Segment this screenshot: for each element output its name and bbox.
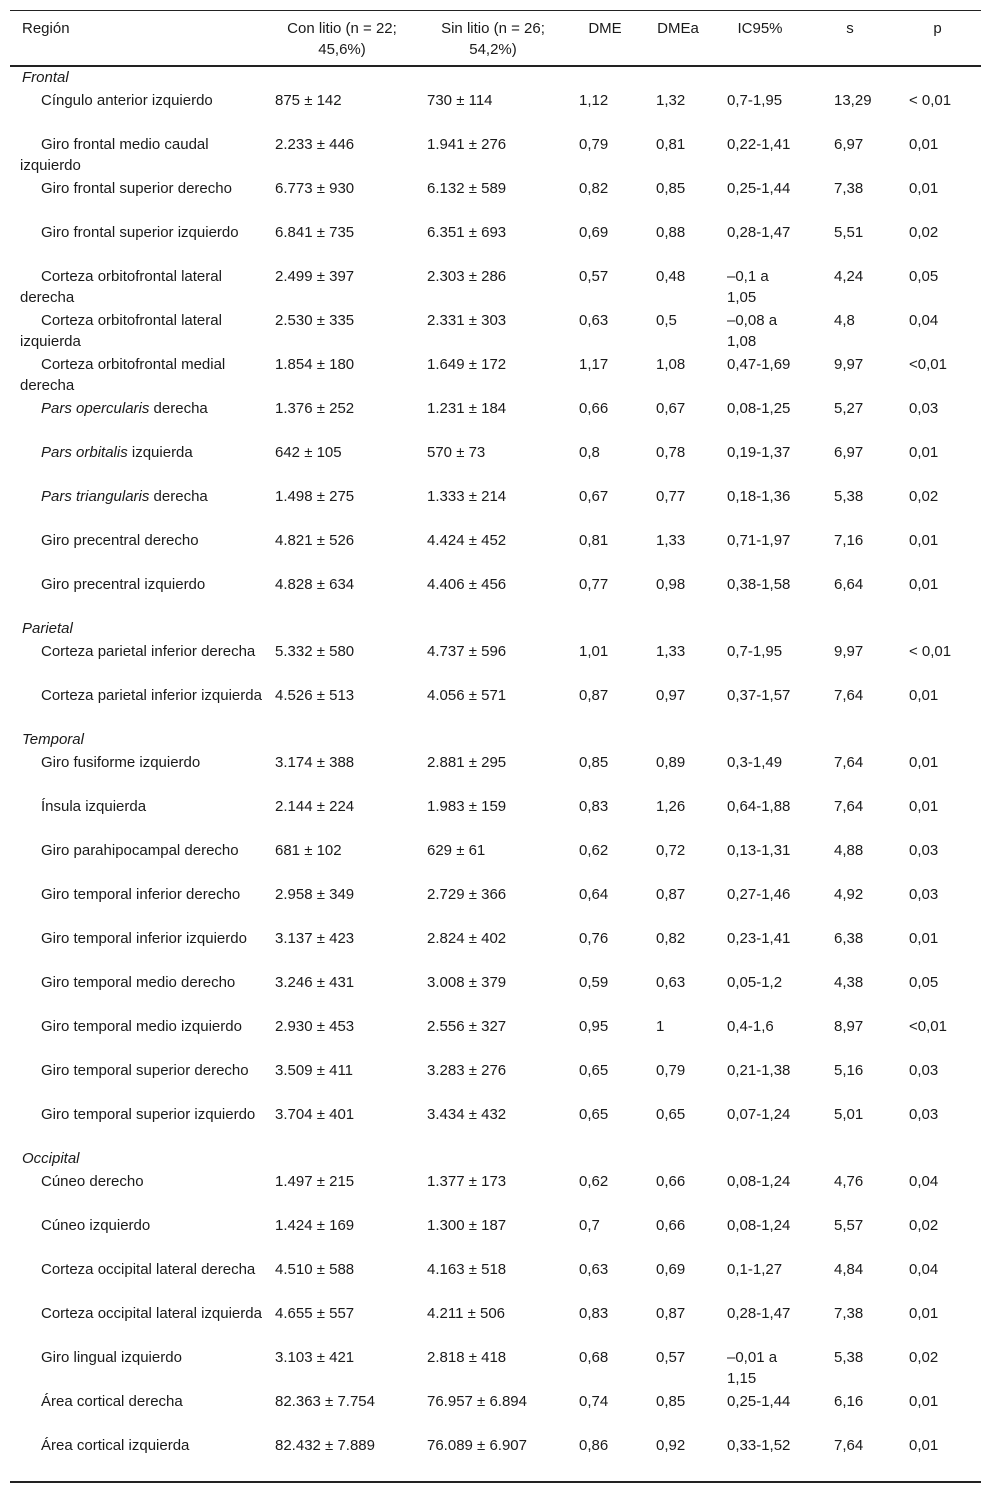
dme-cell: 0,86 (568, 1435, 642, 1482)
header-row (10, 11, 981, 66)
p-cell: 0,03 (909, 399, 939, 417)
s-cell: 7,16 (834, 531, 864, 549)
dme-cell: 0,59 (579, 973, 609, 991)
p-cell: <0,01 (909, 1017, 947, 1035)
table-row (10, 1435, 981, 1482)
ic95-cell: 0,08-1,24 (727, 1172, 791, 1190)
sin-litio-cell: 2.881 ± 295 (427, 753, 507, 771)
dme-cell: 0,79 (579, 135, 609, 153)
dmea-cell: 0,66 (656, 1216, 686, 1234)
dmea-cell: 1,32 (656, 91, 686, 109)
p-cell: 0,01 (909, 575, 939, 593)
ic95-cell: 0,7-1,95 (727, 642, 783, 660)
table-row (10, 134, 981, 178)
con-litio-cell: 2.958 ± 349 (275, 885, 355, 903)
ic95-cell: 0,64-1,88 (727, 797, 791, 815)
sin-litio-cell: 2.729 ± 366 (427, 885, 507, 903)
ic95-cell: 0,27-1,46 (727, 885, 791, 903)
table-body (10, 66, 981, 1482)
sin-litio-cell: 1.649 ± 172 (427, 355, 507, 373)
s-cell: 4,76 (834, 1172, 864, 1190)
dme-cell: 0,69 (579, 223, 609, 241)
table-row (10, 530, 981, 574)
header-region: Región (10, 11, 266, 66)
region-cell: Giro temporal superior izquierdo (41, 1105, 256, 1123)
header-dmea: DMEa (642, 11, 714, 66)
p-cell: 0,05 (909, 973, 939, 991)
p-cell: < 0,01 (909, 642, 952, 660)
sin-litio-cell: 2.818 ± 418 (427, 1348, 507, 1366)
s-cell: 9,97 (834, 355, 864, 373)
sin-litio-cell: 6.351 ± 693 (427, 223, 507, 241)
s-cell: 5,38 (834, 487, 864, 505)
table-row (10, 222, 981, 266)
ic95-cell: 0,7-1,95 (727, 91, 783, 109)
s-cell: 5,27 (834, 399, 864, 417)
con-litio-cell: 4.655 ± 557 (275, 1304, 355, 1322)
table-row (10, 178, 981, 222)
region-side: derecha (149, 487, 208, 505)
dmea-cell: 0,63 (656, 973, 686, 991)
con-litio-cell: 1.854 ± 180 (275, 355, 355, 373)
dme-cell: 0,63 (579, 311, 609, 329)
region-cell: Área cortical izquierda (10, 1435, 266, 1482)
ic95-cell: 0,38-1,58 (727, 575, 791, 593)
region-cell: Giro temporal superior derecho (41, 1061, 249, 1079)
dme-cell: 0,57 (579, 267, 609, 285)
sin-litio-cell: 1.377 ± 173 (427, 1172, 507, 1190)
region-cell: Corteza occipital lateral derecha (41, 1260, 256, 1278)
s-cell: 4,88 (834, 841, 864, 859)
dmea-cell: 1,26 (656, 797, 686, 815)
dme-cell: 0,83 (579, 797, 609, 815)
con-litio-cell: 2.530 ± 335 (275, 311, 355, 329)
s-cell: 5,57 (834, 1216, 864, 1234)
con-litio-cell: 2.233 ± 446 (275, 135, 355, 153)
dme-cell: 0,76 (579, 929, 609, 947)
ic95-cell: 0,19-1,37 (727, 443, 791, 461)
table-row (10, 972, 981, 1016)
table-row (10, 1391, 981, 1435)
dmea-cell: 0,67 (656, 399, 686, 417)
ic95-cell: 0,3-1,49 (727, 753, 783, 771)
dme-cell: 1,01 (579, 642, 609, 660)
sin-litio-cell: 4.211 ± 506 (427, 1304, 506, 1322)
s-cell: 13,29 (834, 91, 872, 109)
region-cell: Corteza orbitofrontal lateral izquierda (20, 311, 222, 350)
sin-litio-cell: 1.300 ± 187 (427, 1216, 507, 1234)
p-cell: 0,01 (909, 135, 939, 153)
dmea-cell: 0,82 (656, 929, 686, 947)
con-litio-cell: 642 ± 105 (275, 443, 342, 461)
table-row (10, 442, 981, 486)
p-cell: 0,02 (909, 1216, 939, 1234)
region-cell: Giro temporal medio derecho (41, 973, 236, 991)
dmea-cell: 1,08 (656, 355, 686, 373)
table-row (10, 796, 981, 840)
ic95-cell: 0,18-1,36 (727, 487, 791, 505)
sin-litio-cell: 1.983 ± 159 (427, 797, 507, 815)
s-cell: 7,38 (834, 179, 864, 197)
dmea-cell: 0,97 (656, 686, 686, 704)
sin-litio-cell: 3.434 ± 432 (427, 1105, 507, 1123)
results-table (10, 10, 981, 1483)
ic95-cell: 0,08-1,25 (727, 399, 791, 417)
con-litio-cell: 6.773 ± 930 (275, 179, 355, 197)
ic95-cell: 0,28-1,47 (727, 1304, 791, 1322)
sin-litio-cell: 2.824 ± 402 (427, 929, 507, 947)
dmea-cell: 1,33 (656, 531, 686, 549)
con-litio-cell: 3.704 ± 401 (275, 1105, 355, 1123)
con-litio-cell: 1.497 ± 215 (275, 1172, 355, 1190)
dmea-cell: 0,98 (656, 575, 686, 593)
table-row (10, 1104, 981, 1148)
sin-litio-cell: 1.941 ± 276 (427, 135, 507, 153)
dme-cell: 0,77 (579, 575, 609, 593)
region-latin-name: Pars orbitalis (41, 443, 128, 461)
region-latin-name: Pars triangularis (41, 487, 150, 505)
dme-cell: 0,63 (579, 1260, 609, 1278)
table-row (10, 1171, 981, 1215)
p-cell: 0,02 (909, 223, 939, 241)
con-litio-cell: 3.103 ± 421 (275, 1348, 355, 1366)
region-cell: Corteza orbitofrontal medial derecha (20, 355, 226, 394)
section-row (10, 66, 981, 90)
region-cell: Corteza occipital lateral izquierda (41, 1304, 262, 1322)
con-litio-cell: 2.144 ± 224 (275, 797, 355, 815)
dmea-cell: 0,57 (656, 1348, 686, 1366)
sin-litio-cell: 1.333 ± 214 (427, 487, 507, 505)
section-title: Parietal (22, 619, 73, 637)
ic95-cell: 0,05-1,2 (727, 973, 783, 991)
region-cell: Ínsula izquierda (41, 797, 147, 815)
p-cell: 0,01 (894, 1435, 981, 1482)
table-row (10, 266, 981, 310)
dmea-cell: 0,77 (656, 487, 686, 505)
s-cell: 9,97 (834, 642, 864, 660)
p-cell: 0,04 (909, 1172, 939, 1190)
table-row (10, 354, 981, 398)
ic95-cell: 0,4-1,6 (727, 1017, 774, 1035)
dmea-cell: 0,78 (656, 443, 686, 461)
region-cell: Cúneo derecho (41, 1172, 144, 1190)
table-row (10, 1259, 981, 1303)
con-litio-cell: 1.376 ± 252 (275, 399, 355, 417)
s-cell: 6,64 (834, 575, 864, 593)
dmea-cell: 0,85 (656, 1392, 686, 1410)
dmea-cell: 0,5 (656, 311, 677, 329)
s-cell: 5,38 (834, 1348, 864, 1366)
s-cell: 4,92 (834, 885, 864, 903)
dmea-cell: 0,69 (656, 1260, 686, 1278)
p-cell: 0,01 (909, 1304, 939, 1322)
sin-litio-cell: 1.231 ± 184 (427, 399, 507, 417)
ic95-cell: 0,13-1,31 (727, 841, 791, 859)
region-side: derecha (149, 399, 208, 417)
con-litio-cell: 3.137 ± 423 (275, 929, 355, 947)
dmea-cell: 0,87 (656, 1304, 686, 1322)
dmea-cell: 0,89 (656, 753, 686, 771)
region-cell: Giro frontal superior derecho (41, 179, 232, 197)
dme-cell: 0,81 (579, 531, 609, 549)
p-cell: 0,01 (909, 1392, 939, 1410)
ic95-cell: 0,71-1,97 (727, 531, 791, 549)
con-litio-cell: 3.509 ± 411 (275, 1061, 354, 1079)
header-sin-litio: Sin litio (n = 26; 54,2%) (418, 11, 568, 66)
region-cell: Giro temporal inferior derecho (41, 885, 241, 903)
p-cell: 0,03 (909, 885, 939, 903)
p-cell: 0,01 (909, 797, 939, 815)
dme-cell: 0,95 (579, 1017, 609, 1035)
table-row (10, 1060, 981, 1104)
s-cell: 4,24 (834, 267, 864, 285)
dme-cell: 0,62 (579, 1172, 609, 1190)
section-title: Temporal (22, 730, 84, 748)
region-cell: Giro precentral derecho (41, 531, 199, 549)
table-row (10, 310, 981, 354)
con-litio-cell: 1.498 ± 275 (275, 487, 355, 505)
region-cell: Giro fusiforme izquierdo (41, 753, 201, 771)
sin-litio-cell: 570 ± 73 (427, 443, 486, 461)
sin-litio-cell: 76.089 ± 6.907 (418, 1435, 568, 1482)
sin-litio-cell: 4.737 ± 596 (427, 642, 507, 660)
con-litio-cell: 6.841 ± 735 (275, 223, 355, 241)
p-cell: 0,03 (909, 1061, 939, 1079)
sin-litio-cell: 2.303 ± 286 (427, 267, 507, 285)
section-title: Occipital (22, 1149, 80, 1167)
header-p: p (894, 11, 981, 66)
ic95-cell: 0,47-1,69 (727, 355, 791, 373)
dmea-cell: 0,88 (656, 223, 686, 241)
ic95-cell: 0,37-1,57 (727, 686, 791, 704)
header-ic95: IC95% (714, 11, 806, 66)
con-litio-cell: 3.174 ± 388 (275, 753, 355, 771)
dme-cell: 0,64 (579, 885, 609, 903)
region-cell (10, 442, 266, 486)
con-litio-cell: 4.821 ± 526 (275, 531, 355, 549)
table-row (10, 1303, 981, 1347)
ic95-cell: 0,25-1,44 (727, 1392, 791, 1410)
table-row (10, 1215, 981, 1259)
dme-cell: 0,62 (579, 841, 609, 859)
con-litio-cell: 4.526 ± 513 (275, 686, 355, 704)
table-row (10, 486, 981, 530)
dme-cell: 0,68 (579, 1348, 609, 1366)
dme-cell: 0,7 (579, 1216, 600, 1234)
con-litio-cell: 4.510 ± 588 (275, 1260, 355, 1278)
con-litio-cell: 1.424 ± 169 (275, 1216, 355, 1234)
con-litio-cell: 2.499 ± 397 (275, 267, 355, 285)
header-dme: DME (568, 11, 642, 66)
sin-litio-cell: 4.424 ± 452 (427, 531, 507, 549)
sin-litio-cell: 730 ± 114 (427, 91, 493, 109)
region-cell: Corteza parietal inferior derecha (41, 642, 256, 660)
con-litio-cell: 2.930 ± 453 (275, 1017, 355, 1035)
table-row (10, 641, 981, 685)
table-row (10, 685, 981, 729)
dme-cell: 0,8 (579, 443, 600, 461)
s-cell: 7,64 (834, 686, 864, 704)
section-row (10, 618, 981, 641)
region-cell: Área cortical derecha (41, 1392, 183, 1410)
sin-litio-cell: 2.331 ± 303 (427, 311, 507, 329)
table-row (10, 840, 981, 884)
p-cell: 0,01 (909, 531, 939, 549)
s-cell: 5,16 (834, 1061, 864, 1079)
region-cell: Giro temporal inferior izquierdo (41, 929, 247, 947)
sin-litio-cell: 2.556 ± 327 (427, 1017, 507, 1035)
dme-cell: 0,65 (579, 1061, 609, 1079)
con-litio-cell: 5.332 ± 580 (275, 642, 355, 660)
p-cell: 0,01 (909, 179, 939, 197)
region-cell: Corteza parietal inferior izquierda (41, 686, 262, 704)
s-cell: 6,97 (834, 135, 864, 153)
s-cell: 5,51 (834, 223, 864, 241)
region-cell: Giro frontal superior izquierdo (41, 223, 239, 241)
ic95-cell: 0,33-1,52 (714, 1435, 806, 1482)
region-cell: Giro lingual izquierdo (41, 1348, 182, 1366)
s-cell: 6,38 (834, 929, 864, 947)
p-cell: 0,02 (909, 487, 939, 505)
p-cell: 0,04 (909, 311, 939, 329)
con-litio-cell: 3.246 ± 431 (275, 973, 355, 991)
sin-litio-cell: 4.163 ± 518 (427, 1260, 507, 1278)
region-side: izquierda (127, 443, 193, 461)
sin-litio-cell: 6.132 ± 589 (427, 179, 507, 197)
p-cell: <0,01 (909, 355, 947, 373)
table-header (10, 11, 981, 66)
p-cell: 0,01 (909, 929, 939, 947)
dme-cell: 1,12 (579, 91, 609, 109)
table-row (10, 1347, 981, 1391)
p-cell: 0,02 (909, 1348, 939, 1366)
p-cell: 0,03 (909, 841, 939, 859)
region-cell: Giro frontal medio caudal izquierdo (20, 135, 209, 174)
s-cell: 7,64 (834, 797, 864, 815)
dmea-cell: 1,33 (656, 642, 686, 660)
dme-cell: 0,83 (579, 1304, 609, 1322)
region-cell (10, 398, 266, 442)
s-cell: 4,8 (834, 311, 855, 329)
s-cell: 4,38 (834, 973, 864, 991)
section-row (10, 1148, 981, 1171)
con-litio-cell: 875 ± 142 (275, 91, 342, 109)
table-row (10, 398, 981, 442)
sin-litio-cell: 4.406 ± 456 (427, 575, 507, 593)
dme-cell: 0,65 (579, 1105, 609, 1123)
s-cell: 6,97 (834, 443, 864, 461)
ic95-cell: 0,25-1,44 (727, 179, 791, 197)
region-cell: Cíngulo anterior izquierdo (41, 91, 213, 109)
dmea-cell: 0,66 (656, 1172, 686, 1190)
con-litio-cell: 681 ± 102 (275, 841, 342, 859)
s-cell: 5,01 (834, 1105, 864, 1123)
sin-litio-cell: 629 ± 61 (427, 841, 486, 859)
p-cell: 0,03 (909, 1105, 939, 1123)
region-cell: Giro temporal medio izquierdo (41, 1017, 242, 1035)
region-cell: Corteza orbitofrontal lateral derecha (20, 267, 222, 306)
ic95-cell: 0,21-1,38 (727, 1061, 791, 1079)
sin-litio-cell: 4.056 ± 571 (427, 686, 507, 704)
sin-litio-cell: 3.008 ± 379 (427, 973, 507, 991)
header-con-litio: Con litio (n = 22; 45,6%) (266, 11, 418, 66)
dme-cell: 0,74 (579, 1392, 609, 1410)
dme-cell: 0,87 (579, 686, 609, 704)
section-row (10, 729, 981, 752)
dmea-cell: 0,79 (656, 1061, 686, 1079)
header-s: s (806, 11, 894, 66)
region-cell: Giro parahipocampal derecho (41, 841, 239, 859)
p-cell: 0,05 (909, 267, 939, 285)
con-litio-cell: 82.432 ± 7.889 (266, 1435, 418, 1482)
ic95-cell: 0,1-1,27 (727, 1260, 783, 1278)
ic95-cell: 0,07-1,24 (727, 1105, 791, 1123)
dme-cell: 0,82 (579, 179, 609, 197)
ic95-cell: 0,23-1,41 (727, 929, 791, 947)
table-row (10, 752, 981, 796)
table-row (10, 90, 981, 134)
dmea-cell: 0,81 (656, 135, 686, 153)
table-row (10, 574, 981, 618)
p-cell: 0,01 (909, 686, 939, 704)
s-cell: 8,97 (834, 1017, 864, 1035)
dmea-cell: 0,65 (656, 1105, 686, 1123)
ic95-cell: –0,1 a 1,05 (727, 267, 769, 306)
dmea-cell: 0,48 (656, 267, 686, 285)
con-litio-cell: 4.828 ± 634 (275, 575, 355, 593)
table-row (10, 928, 981, 972)
p-cell: 0,01 (909, 443, 939, 461)
region-cell: Cúneo izquierdo (41, 1216, 151, 1234)
dmea-cell: 0,85 (656, 179, 686, 197)
p-cell: < 0,01 (909, 91, 952, 109)
dmea-cell: 0,72 (656, 841, 686, 859)
section-title: Frontal (22, 68, 69, 86)
dme-cell: 0,85 (579, 753, 609, 771)
dme-cell: 0,66 (579, 399, 609, 417)
dmea-cell: 0,92 (642, 1435, 714, 1482)
s-cell: 7,64 (806, 1435, 894, 1482)
dmea-cell: 0,87 (656, 885, 686, 903)
table-row (10, 1016, 981, 1060)
region-cell: Giro precentral izquierdo (41, 575, 206, 593)
ic95-cell: 0,08-1,24 (727, 1216, 791, 1234)
sin-litio-cell: 3.283 ± 276 (427, 1061, 507, 1079)
s-cell: 7,64 (834, 753, 864, 771)
s-cell: 7,38 (834, 1304, 864, 1322)
ic95-cell: –0,08 a 1,08 (727, 311, 778, 350)
ic95-cell: 0,28-1,47 (727, 223, 791, 241)
dme-cell: 0,67 (579, 487, 609, 505)
p-cell: 0,04 (909, 1260, 939, 1278)
table-row (10, 884, 981, 928)
s-cell: 6,16 (834, 1392, 864, 1410)
sin-litio-cell: 76.957 ± 6.894 (427, 1392, 527, 1410)
ic95-cell: –0,01 a 1,15 (727, 1348, 778, 1387)
ic95-cell: 0,22-1,41 (727, 135, 791, 153)
s-cell: 4,84 (834, 1260, 864, 1278)
dme-cell: 1,17 (579, 355, 609, 373)
region-latin-name: Pars opercularis (41, 399, 150, 417)
dmea-cell: 1 (656, 1017, 665, 1035)
p-cell: 0,01 (909, 753, 939, 771)
con-litio-cell: 82.363 ± 7.754 (275, 1392, 375, 1410)
region-cell (10, 486, 266, 530)
